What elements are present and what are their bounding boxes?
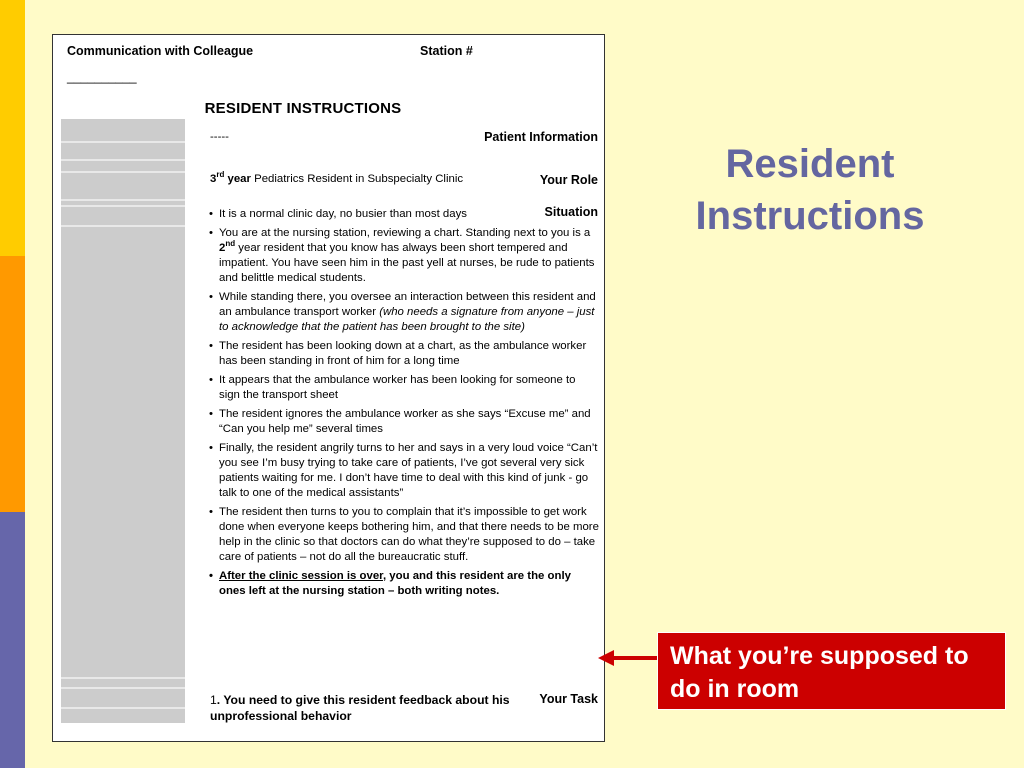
situation-text: It is a normal clinic day, no busier than most days: [219, 208, 467, 220]
role-year-number: 3: [210, 173, 217, 185]
row-divider: [61, 205, 185, 207]
accent-strip-yellow: [0, 0, 25, 256]
accent-strip-orange: [0, 256, 25, 512]
situation-text: While standing there, you oversee an interaction between this resident and an ambulance transport worker: [219, 291, 596, 318]
label-situation: Situation: [544, 205, 598, 219]
task-text: . You need to give this resident feedback about his unprofessional behavior: [210, 693, 510, 723]
label-your-role: Your Role: [539, 173, 598, 187]
situation-item: [209, 226, 599, 286]
row-divider: [61, 687, 185, 689]
situation-text: , you and this resident are the only ones left at the nursing station – both writing notes.: [219, 570, 571, 597]
accent-strip-purple: [0, 512, 25, 768]
situation-text: year resident that you know has always been short tempered and impatient. You have seen him in the past yell at nurses, be rude to patients and belittle medical students.: [219, 242, 595, 284]
row-divider: [61, 199, 185, 201]
situation-list: [209, 207, 599, 603]
doc-blank-line: __________: [67, 70, 137, 84]
row-divider: [61, 677, 185, 679]
situation-text: The resident ignores the ambulance worker as she says “Excuse me” and “Can you help me” several times: [219, 408, 591, 435]
situation-item: [209, 207, 599, 222]
situation-number: 2: [219, 242, 226, 254]
row-divider: [61, 141, 185, 143]
row-divider: [61, 225, 185, 227]
situation-item: [209, 407, 599, 437]
situation-item: [209, 339, 599, 369]
doc-title: RESIDENT INSTRUCTIONS: [204, 100, 402, 117]
situation-suffix: nd: [225, 239, 236, 249]
patient-information-value: -----: [210, 131, 229, 143]
situation-underlined-text: After the clinic session is over: [219, 570, 383, 582]
situation-text: The resident has been looking down at a chart, as the ambulance worker has been standing in front of him for a long time: [219, 340, 587, 367]
slide-title-line2: Instructions: [695, 194, 925, 238]
role-text: Pediatrics Resident in Subspecialty Clinic: [250, 173, 464, 185]
situation-text: Finally, the resident angrily turns to her and says in a very loud voice “Can’t you see I’m busy trying to take care of patients, I’ve got several very sick patients waiting for me. I don’t have time to deal with this kind of junk - go talk to one of the medical assistants”: [219, 442, 598, 499]
role-year-word: year: [224, 173, 251, 185]
situation-item: [209, 505, 599, 565]
label-column: [61, 119, 185, 723]
situation-item: [209, 290, 599, 335]
slide-title-line1: Resident: [725, 142, 895, 186]
situation-italic-text: (who needs a signature from anyone – just to acknowledge that the patient has been brought to the site): [219, 306, 595, 333]
row-divider: [61, 707, 185, 709]
situation-item: [209, 569, 599, 599]
task-number: 1: [210, 693, 217, 707]
situation-text: It appears that the ambulance worker has been looking for someone to sign the transport sheet: [219, 374, 576, 401]
row-divider: [61, 159, 185, 161]
situation-text: You are at the nursing station, reviewing a chart. Standing next to you is a: [219, 227, 591, 239]
situation-item: [209, 373, 599, 403]
role-year-suffix: rd: [216, 170, 225, 180]
role-value: [210, 172, 595, 187]
callout-box: What you’re supposed to do in room: [657, 632, 1006, 710]
situation-text: The resident then turns to you to complain that it’s impossible to get work done when everyone keeps bothering him, and that there needs to be more help in the clinic so that doctors can do what they’re supposed to do – take care of patients – not do all the bureaucratic stuff.: [219, 506, 599, 563]
callout-arrow-icon: [598, 648, 658, 668]
doc-header-title: Communication with Colleague: [67, 44, 254, 58]
label-your-task: Your Task: [539, 692, 598, 706]
row-divider: [61, 171, 185, 173]
label-patient-information: Patient Information: [484, 130, 598, 144]
slide-title: [640, 138, 980, 242]
doc-header-station: Station #: [420, 44, 473, 58]
task-value: [210, 692, 595, 724]
instructions-document: [52, 34, 605, 742]
situation-item: [209, 441, 599, 501]
